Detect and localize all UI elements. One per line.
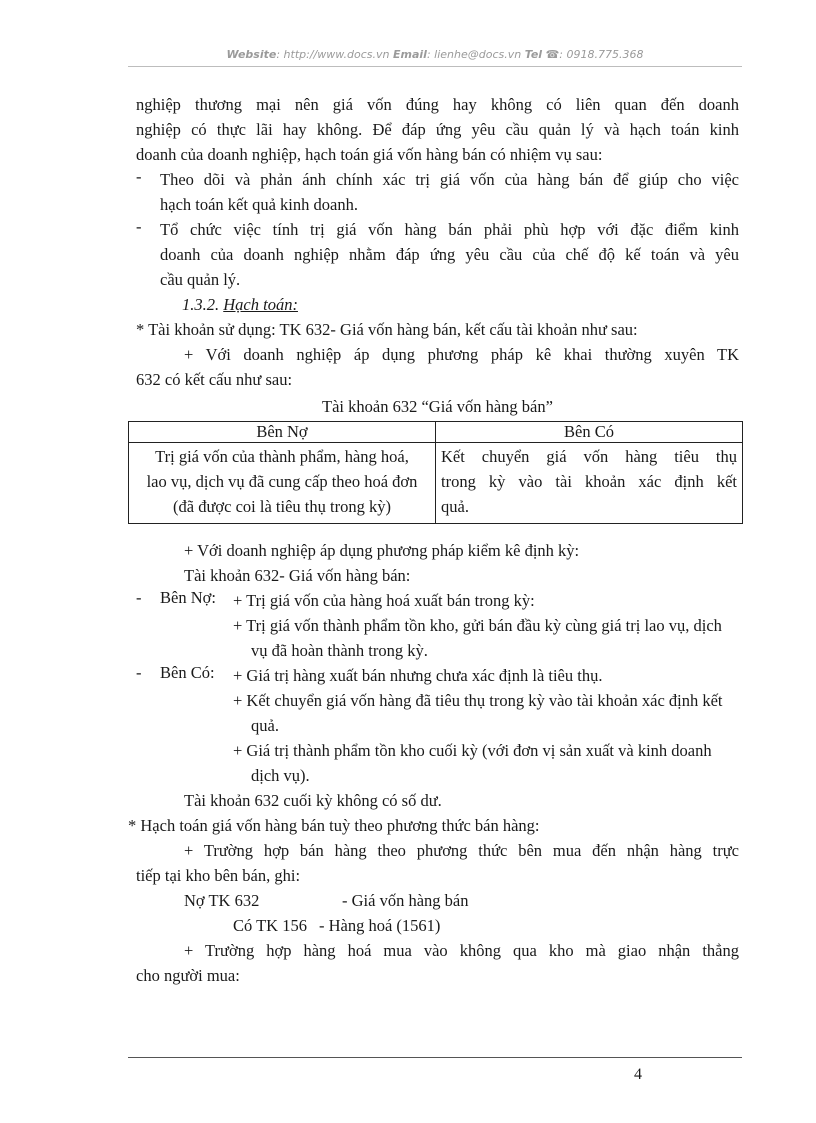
list-item: + Trị giá vốn thành phẩm tồn kho, gửi bán đầu kỳ cùng giá trị lao vụ, dịch vụ đã hoàn thành trong kỳ. [233, 616, 722, 660]
paragraph-direct-sale [136, 838, 739, 888]
debit-side-label: Bên Nợ: [160, 588, 216, 607]
website-value: : http://www.docs.vn [276, 48, 390, 61]
account-table [128, 421, 743, 524]
footer-rule [128, 1057, 742, 1058]
credit-side-items [136, 663, 739, 788]
text-line: nghiệp có thực lãi hay không. Để đáp ứng yêu cầu quản lý và hạch toán kinh [136, 120, 739, 139]
bullet-dash: - [136, 217, 142, 236]
bullet-dash: - [136, 167, 142, 186]
tel-label: Tel [524, 48, 543, 61]
cell-line: Kết chuyển giá vốn hàng tiêu thụ [441, 447, 737, 466]
bullet-item [136, 217, 739, 292]
spacer [136, 524, 739, 538]
section-number: 1.3.2. [182, 295, 220, 314]
entry-debit-line [136, 888, 739, 913]
text-line: + Trường hợp bán hàng theo phương thức bên mua đến nhận hàng trực [184, 841, 739, 860]
website-label: Website [226, 48, 277, 61]
cell-line: (đã được coi là tiêu thụ trong kỳ) [173, 497, 391, 516]
page-header [128, 48, 742, 61]
email-value: : lienhe@docs.vn [426, 48, 522, 61]
text-line: cầu quản lý. [160, 270, 241, 289]
bullet-dash: - [136, 663, 142, 682]
section-heading [136, 292, 739, 317]
text-line: + Với doanh nghiệp áp dụng phương pháp kê khai thường xuyên TK [184, 345, 739, 364]
text-line: + Trường hợp hàng hoá mua vào không qua kho mà giao nhận thẳng [184, 941, 739, 960]
text-line: hạch toán kết quả kinh doanh. [160, 195, 358, 214]
paragraph-intro [136, 92, 739, 167]
text-line: Tổ chức việc tính trị giá vốn hàng bán phải phù hợp với đặc điểm kinh [160, 220, 739, 239]
list-item: + Giá trị thành phẩm tồn kho cuối kỳ (với đơn vị sản xuất và kinh doanh dịch vụ). [233, 741, 712, 785]
column-header-debit: Bên Nợ [129, 422, 436, 443]
paragraph-method-2: + Với doanh nghiệp áp dụng phương pháp kiểm kê định kỳ: [184, 541, 580, 560]
cell-line: quả. [441, 497, 469, 516]
text-line: doanh của doanh nghiệp, hạch toán giá vốn hàng bán có nhiệm vụ sau: [136, 145, 603, 164]
page-number: 4 [634, 1066, 642, 1083]
paragraph-drop-ship [136, 938, 739, 988]
email-label: Email [393, 48, 427, 61]
cell-line: lao vụ, dịch vụ đã cung cấp theo hoá đơn [146, 472, 418, 491]
credit-side-block [136, 663, 739, 788]
credit-side-label: Bên Có: [160, 663, 215, 682]
text-line: cho người mua: [136, 966, 240, 985]
entry-debit-account: Nợ TK 632 [184, 891, 260, 910]
list-item: + Giá trị hàng xuất bán nhưng chưa xác định là tiêu thụ. [233, 666, 603, 685]
entry-debit-desc: - Giá vốn hàng bán [342, 891, 469, 910]
paragraph-account-632: Tài khoản 632- Giá vốn hàng bán: [184, 566, 411, 585]
tel-value: : 0918.775.368 [559, 48, 644, 61]
text-line: nghiệp thương mại nên giá vốn đúng hay không có liên quan đến doanh [136, 95, 739, 114]
cell-line: trong kỳ vào tài khoản xác định kết [441, 472, 737, 491]
text-line: 632 có kết cấu như sau: [136, 370, 293, 389]
debit-side-block [136, 588, 739, 663]
paragraph-by-method: * Hạch toán giá vốn hàng bán tuỳ theo phương thức bán hàng: [128, 816, 540, 835]
paragraph-no-balance: Tài khoản 632 cuối kỳ không có số dư. [184, 791, 442, 810]
header-rule [128, 66, 742, 67]
paragraph-method-1 [136, 342, 739, 392]
bullet-dash: - [136, 588, 142, 607]
journal-entry [136, 888, 739, 938]
section-title: Hạch toán: [223, 295, 298, 314]
entry-credit-account: Có TK 156 [233, 916, 307, 935]
text-line: doanh của doanh nghiệp nhằm đáp ứng yêu cầu của chế độ kế toán và yêu [160, 245, 739, 264]
credit-cell [436, 443, 743, 524]
table-row [129, 443, 743, 524]
table-caption: Tài khoản 632 “Giá vốn hàng bán” [322, 397, 553, 416]
paragraph-account: * Tài khoản sử dụng: TK 632- Giá vốn hàng bán, kết cấu tài khoản như sau: [136, 320, 638, 339]
list-item: + Trị giá vốn của hàng hoá xuất bán trong kỳ: [233, 591, 535, 610]
page-content [128, 92, 739, 988]
column-header-credit: Bên Có [436, 422, 743, 443]
cell-line: Trị giá vốn của thành phẩm, hàng hoá, [155, 447, 409, 466]
phone-icon: ☎ [545, 48, 560, 61]
list-item: + Kết chuyển giá vốn hàng đã tiêu thụ trong kỳ vào tài khoản xác định kết quả. [233, 691, 723, 735]
text-line: Theo dõi và phản ánh chính xác trị giá vốn của hàng bán để giúp cho việc [160, 170, 739, 189]
table-header-row [129, 422, 743, 443]
debit-side-items [136, 588, 739, 663]
entry-credit-desc: - Hàng hoá (1561) [319, 916, 441, 935]
debit-cell [129, 443, 436, 524]
bullet-item [136, 167, 739, 217]
text-line: tiếp tại kho bên bán, ghi: [136, 866, 301, 885]
entry-credit-line [136, 913, 739, 938]
